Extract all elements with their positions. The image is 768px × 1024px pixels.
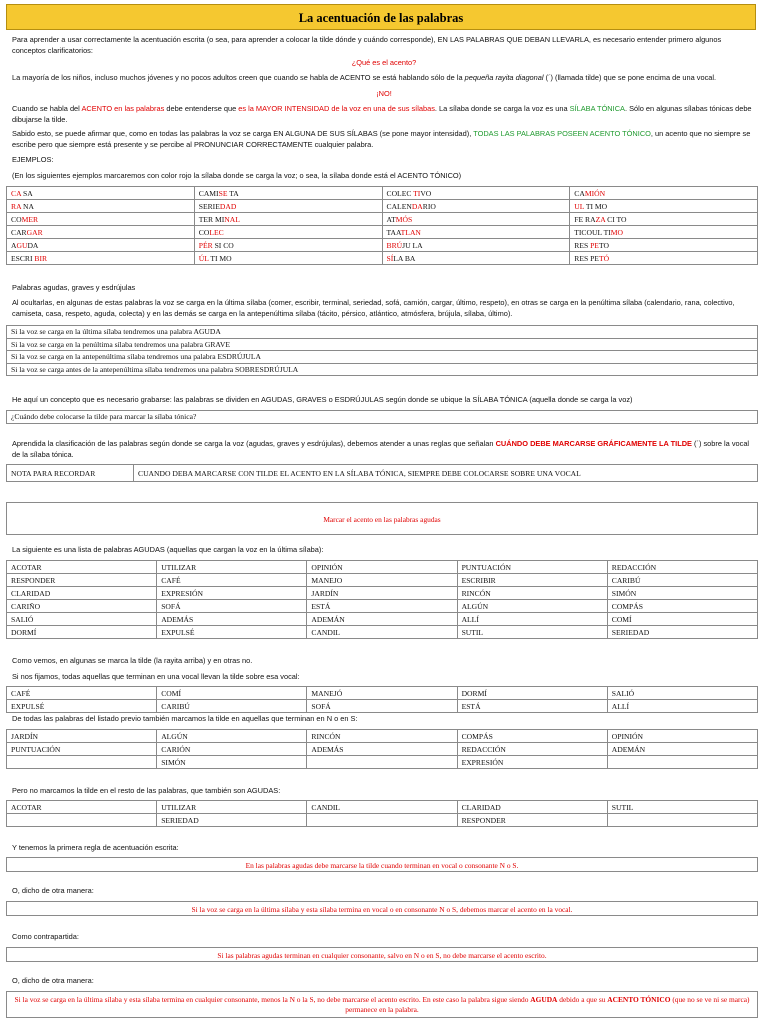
word-cell: REDACCIÓN: [457, 743, 607, 756]
ejemplos-heading: EJEMPLOS:: [12, 155, 54, 164]
si-fijamos: Si nos fijamos, todas aquellas que terminan en una vocal llevan la tilde sobre esa vocal:: [12, 672, 300, 681]
agudas-heading: Palabras agudas, graves y esdrújulas: [12, 283, 136, 292]
tonic-syllable: MIÓN: [584, 188, 606, 198]
note-text: CUANDO DEBA MARCARSE CON TILDE EL ACENTO EN LA SÍLABA TÓNICA, SIEMPRE DEBE COLOCARSE SOBRE UNA VOCAL: [134, 465, 758, 482]
word-cell: CARIBÚ: [157, 700, 307, 713]
text-italic: pequeña rayita diagonal: [464, 73, 544, 82]
tonic-syllable: UL: [574, 201, 585, 211]
example-word-cell: [194, 213, 382, 226]
tonic-syllable: PE: [590, 240, 599, 250]
syllable: TER MI: [198, 214, 225, 224]
example-word-cell: [570, 239, 758, 252]
word-cell: CAFÉ: [7, 687, 157, 700]
table-row: [7, 730, 758, 743]
example-word-cell: [382, 252, 570, 265]
word-cell: CANDIL: [307, 626, 457, 639]
table-row: [7, 801, 758, 814]
tonic-syllable: GU: [16, 240, 28, 250]
syllable: CO: [198, 227, 210, 237]
word-cell: PUNTUACIÓN: [457, 561, 607, 574]
word-cell: ALGÚN: [457, 600, 607, 613]
syllable: A: [11, 240, 17, 250]
syllable: A: [396, 227, 401, 237]
rules-table: [6, 325, 758, 376]
syllable: DA: [27, 240, 39, 250]
word-cell: ALLÍ: [457, 613, 607, 626]
word-cell: EXPULSÉ: [7, 700, 157, 713]
word-cell: [307, 814, 457, 827]
word-cell: SIMÓN: [157, 756, 307, 769]
word-cell: UTILIZAR: [157, 561, 307, 574]
syllable: TI MO: [584, 201, 608, 211]
syllable: TO: [598, 240, 609, 250]
tonic-syllable: RA: [11, 201, 22, 211]
word-cell: CARIÓN: [157, 743, 307, 756]
table-row: [7, 226, 758, 239]
syllable: ESCRI: [11, 253, 35, 263]
intro-paragraph: Para aprender a usar correctamente la acentuación escrita (o sea, para aprender a colocar la tilde dónde y cuándo corresponde), EN LAS PALABRAS QUE DEBAN LLEVARLA, es necesario entender primero algunos conceptos clarificatorios:: [12, 35, 722, 55]
tonic-syllable: NAL: [224, 214, 240, 224]
table-row: [7, 239, 758, 252]
word-cell: ACOTAR: [7, 561, 157, 574]
word-cell: CLARIDAD: [457, 801, 607, 814]
rule-cell: Si la voz se carga en la antepenúltima sílaba tendremos una palabra ESDRÚJULA: [7, 351, 758, 364]
syllable: CO: [11, 214, 22, 224]
word-cell: DORMÍ: [7, 626, 157, 639]
word-cell: SALIÓ: [7, 613, 157, 626]
table-row: [7, 351, 758, 364]
table-row: [7, 626, 758, 639]
word-cell: COMÍ: [157, 687, 307, 700]
tonic-syllable: TLAN: [400, 227, 421, 237]
word-cell: ESTÁ: [457, 700, 607, 713]
section-title-box: Marcar el acento en las palabras agudas: [6, 502, 758, 535]
rule-box-2: Si la voz se carga en la última sílaba y esta sílaba termina en vocal o en consonante N o S, debemos marcar el acento en la vocal.: [6, 901, 758, 916]
example-word-cell: [382, 226, 570, 239]
text-red: es la MAYOR INTENSIDAD de la voz en una de sus sílabas: [238, 104, 435, 113]
word-cell: COMPÁS: [607, 600, 757, 613]
word-cell: COMÍ: [607, 613, 757, 626]
example-word-cell: [382, 187, 570, 200]
word-cell: JARDÍN: [7, 730, 157, 743]
syllable: SA: [21, 188, 33, 198]
syllable: CAR: [11, 227, 27, 237]
word-cell: [607, 756, 757, 769]
table-row: [7, 252, 758, 265]
example-word-cell: [570, 200, 758, 213]
rule-cell: Si la voz se carga antes de la antepenúltima sílaba tendremos una palabra SOBRESDRÚJULA: [7, 363, 758, 376]
example-word-cell: [7, 226, 195, 239]
sabido-paragraph: [12, 129, 756, 150]
example-word-cell: [194, 239, 382, 252]
word-cell: [7, 756, 157, 769]
table-row: [7, 200, 758, 213]
rule-cell: Si la voz se carga en la penúltima sílaba tendremos una palabra GRAVE: [7, 338, 758, 351]
example-word-cell: [382, 239, 570, 252]
ns-table: [6, 729, 758, 769]
syllable: RES: [574, 240, 591, 250]
table-row: [7, 687, 758, 700]
text-red-bold: ACENTO TÓNICO: [607, 995, 671, 1004]
word-cell: ALGÚN: [157, 730, 307, 743]
example-word-cell: [570, 226, 758, 239]
acento-definition: [12, 104, 756, 125]
tonic-syllable: ÚL: [198, 253, 209, 263]
example-word-cell: [194, 200, 382, 213]
word-cell: [307, 756, 457, 769]
word-cell: COMPÁS: [457, 730, 607, 743]
syllable: COLEC: [386, 188, 414, 198]
word-cell: ADEMÁN: [607, 743, 757, 756]
table-row: [7, 338, 758, 351]
syllable: CI TO: [605, 214, 627, 224]
no-heading: ¡NO!: [376, 89, 392, 98]
word-cell: SALIÓ: [607, 687, 757, 700]
text-red: Si la voz se carga en la última sílaba y esta sílaba termina en cualquier consonante, menos la N o la S, no debe marcarse el acento escrito. En este caso la palabra sigue siendo: [14, 995, 531, 1004]
word-cell: MANEJO: [307, 574, 457, 587]
example-word-cell: [570, 187, 758, 200]
example-word-cell: [382, 213, 570, 226]
syllable: JU LA: [402, 240, 423, 250]
word-cell: SUTIL: [457, 626, 607, 639]
syllable: CAMI: [198, 188, 219, 198]
table-row: [7, 743, 758, 756]
table-row: [7, 600, 758, 613]
tonic-syllable: MÓS: [395, 214, 413, 224]
table-row: [7, 187, 758, 200]
rule-box-4: [6, 991, 758, 1018]
tonic-syllable: DA: [411, 201, 423, 211]
word-cell: MANEJÓ: [307, 687, 457, 700]
example-word-cell: [7, 239, 195, 252]
example-word-cell: [194, 252, 382, 265]
rule-box-1: En las palabras agudas debe marcarse la tilde cuando terminan en vocal o consonante N o S.: [6, 857, 758, 872]
table-row: [7, 700, 758, 713]
agudas-paragraph: Al ocultarlas, en algunas de estas palabras la voz se carga en la última sílaba (comer, escribir, terminal, seriedad, sofá, camión, cargar, último, respeto), en otras se carga en la penúltima sílaba (calendario, rana, colectivo, camiseta, casa, respeto, aguda, colecta) y en las demás se carga en la antepenúltima sílaba (tácito, pérsico, atlántico, atmósfera, brújula, sílaba, último).: [12, 298, 735, 318]
text: (´) (llamada tilde) que se pone encima de una vocal.: [543, 73, 717, 82]
word-cell: EXPRESIÓN: [457, 756, 607, 769]
word-cell: [607, 814, 757, 827]
syllable: TA: [386, 227, 397, 237]
word-cell: ADEMÁS: [307, 743, 457, 756]
text: . La sílaba donde se carga la voz es una: [434, 104, 570, 113]
vocal-table: [6, 686, 758, 713]
word-cell: JARDÍN: [307, 587, 457, 600]
primera-regla: Y tenemos la primera regla de acentuación escrita:: [12, 843, 179, 852]
syllable: LA BA: [393, 253, 416, 263]
word-cell: ACOTAR: [7, 801, 157, 814]
text: (´) sobre la vocal de la sílaba tónica.: [12, 439, 750, 459]
list-intro: La siguiente es una lista de palabras AGUDAS (aquellas que cargan la voz en la última sílaba):: [12, 545, 324, 554]
word-cell: SERIEDAD: [607, 626, 757, 639]
syllable: CA: [574, 188, 585, 198]
word-cell: CANDIL: [307, 801, 457, 814]
text-green: SÍLABA TÓNICA: [569, 104, 625, 113]
acento-paragraph: [12, 73, 756, 84]
word-cell: PUNTUACIÓN: [7, 743, 157, 756]
table-row: [7, 213, 758, 226]
syllable: SERIE: [198, 201, 220, 211]
syllable: UL TI: [591, 227, 611, 237]
example-word-cell: [7, 200, 195, 213]
word-cell: RESPONDER: [457, 814, 607, 827]
text: Aprendida la clasificación de las palabras según donde se carga la voz (agudas, graves y esdrújulas), debemos atender a unas reglas que señalan: [12, 439, 496, 448]
syllable: VO: [420, 188, 432, 198]
example-word-cell: [7, 187, 195, 200]
table-row: [7, 561, 758, 574]
word-cell: CARIBÚ: [607, 574, 757, 587]
de-todas: De todas las palabras del listado previo también marcamos la tilde en aquellas que terminan en N o en S:: [12, 714, 358, 723]
text: Cuando se habla del: [12, 104, 82, 113]
word-cell: OPINIÓN: [607, 730, 757, 743]
word-cell: CLARIDAD: [7, 587, 157, 600]
word-cell: RINCÓN: [307, 730, 457, 743]
resto-table: [6, 800, 758, 827]
word-cell: SERIEDAD: [157, 814, 307, 827]
como-vemos: Como vemos, en algunas se marca la tilde (la rayita arriba) y en otras no.: [12, 656, 253, 665]
word-cell: ADEMÁN: [307, 613, 457, 626]
example-word-cell: [7, 213, 195, 226]
text-green: TODAS LAS PALABRAS POSEEN ACENTO TÓNICO: [473, 129, 651, 138]
tonic-syllable: BRÚ: [386, 240, 403, 250]
concept-paragraph: He aquí un concepto que es necesario grabarse: las palabras se dividen en AGUDAS, GRAVES o ESDRÚJULAS según donde se ubique la SÍLABA TÓNICA (aquella donde se carga la voz): [12, 395, 633, 404]
syllable: RIO: [422, 201, 436, 211]
page-title: La acentuación de las palabras: [6, 4, 756, 30]
text-red: CUÁNDO DEBE MARCARSE GRÁFICAMENTE LA TILDE: [495, 439, 692, 448]
question-cell: ¿Cuándo debe colocarse la tilde para marcar la sílaba tónica?: [7, 411, 758, 424]
tonic-syllable: BIR: [34, 253, 48, 263]
word-cell: SUTIL: [607, 801, 757, 814]
word-cell: SIMÓN: [607, 587, 757, 600]
table-row: [7, 613, 758, 626]
tonic-syllable: SE: [218, 188, 228, 198]
word-cell: RESPONDER: [7, 574, 157, 587]
example-word-cell: [570, 252, 758, 265]
tonic-syllable: CA: [11, 188, 22, 198]
rule-cell: Si la voz se carga en la última sílaba tendremos una palabra AGUDA: [7, 326, 758, 339]
tonic-syllable: LEC: [209, 227, 224, 237]
text: , un acento que no siempre se escribe pero que siempre está presente y se percibe al PRONUNCIAR CORRECTAMENTE cualquier palabra.: [12, 129, 751, 149]
example-word-cell: [570, 213, 758, 226]
tonic-syllable: MO: [610, 227, 623, 237]
table-row: [7, 326, 758, 339]
examples-table: [6, 186, 758, 265]
syllable: TA: [227, 188, 239, 198]
example-word-cell: [194, 226, 382, 239]
contrapartida: Como contrapartida:: [12, 932, 79, 941]
tonic-syllable: PÉR: [198, 240, 213, 250]
question-box: [6, 410, 758, 424]
word-cell: [7, 814, 157, 827]
table-row: [7, 814, 758, 827]
tonic-syllable: TI: [413, 188, 421, 198]
table-row: [7, 363, 758, 376]
word-cell: UTILIZAR: [157, 801, 307, 814]
example-word-cell: [382, 200, 570, 213]
rule-box-3: Si las palabras agudas terminan en cualquier consonante, salvo en N o en S, no debe marcarse el acento escrito.: [6, 947, 758, 962]
syllable: TICO: [574, 227, 592, 237]
example-word-cell: [7, 252, 195, 265]
word-cell: SOFÁ: [307, 700, 457, 713]
syllable: TI MO: [208, 253, 232, 263]
syllable: RES PE: [574, 253, 599, 263]
tonic-syllable: DAD: [219, 201, 237, 211]
word-cell: ESCRIBIR: [457, 574, 607, 587]
word-cell: EXPULSÉ: [157, 626, 307, 639]
text-red: ACENTO en las palabras: [81, 104, 165, 113]
ejemplos-note: (En los siguientes ejemplos marcaremos con color rojo la sílaba donde se carga la voz; o sea, la sílaba donde está el ACENTO TÓNICO): [12, 171, 462, 180]
text-red: debido a que su: [557, 995, 608, 1004]
word-cell: REDACCIÓN: [607, 561, 757, 574]
syllable: AT: [386, 214, 396, 224]
pero-no: Pero no marcamos la tilde en el resto de las palabras, que también son AGUDAS:: [12, 786, 281, 795]
table-row: [7, 574, 758, 587]
tonic-syllable: TÓ: [598, 253, 610, 263]
syllable: SI CO: [212, 240, 234, 250]
text: La mayoría de los niños, incluso muchos jóvenes y no pocos adultos creen que cuando se habla de ACENTO se está hablando sólo de la: [12, 73, 465, 82]
tonic-syllable: SÍ: [386, 253, 394, 263]
note-label: NOTA PARA RECORDAR: [7, 465, 134, 482]
tonic-syllable: GAR: [26, 227, 43, 237]
text-red: (que no se ve ni se marca) permanece en la palabra.: [345, 995, 750, 1014]
table-row: [7, 756, 758, 769]
text: Sabido esto, se puede afirmar que, como en todas las palabras la voz se carga EN ALGUNA DE SUS SÍLABAS (se pone mayor intensidad),: [12, 129, 474, 138]
table-row: [7, 587, 758, 600]
example-word-cell: [194, 187, 382, 200]
word-cell: ESTÁ: [307, 600, 457, 613]
syllable: NA: [21, 201, 35, 211]
dicho-2: O, dicho de otra manera:: [12, 976, 94, 985]
question-heading: ¿Qué es el acento?: [351, 58, 417, 67]
word-cell: SOFÁ: [157, 600, 307, 613]
word-cell: EXPRESIÓN: [157, 587, 307, 600]
text-red-bold: AGUDA: [530, 995, 558, 1004]
word-cell: CARIÑO: [7, 600, 157, 613]
text: debe entenderse que: [164, 104, 239, 113]
table-row: [7, 411, 758, 424]
text: . Sólo en algunas sílabas tónicas debe dibujarse la tilde.: [12, 104, 752, 124]
word-cell: RINCÓN: [457, 587, 607, 600]
tonic-syllable: ZA: [595, 214, 606, 224]
word-cell: ALLÍ: [607, 700, 757, 713]
syllable: CALEN: [386, 201, 412, 211]
learn-paragraph: [12, 439, 756, 460]
word-cell: CAFÉ: [157, 574, 307, 587]
word-cell: ADEMÁS: [157, 613, 307, 626]
word-cell: DORMÍ: [457, 687, 607, 700]
agudas-table: [6, 560, 758, 639]
tonic-syllable: MER: [21, 214, 39, 224]
dicho-1: O, dicho de otra manera:: [12, 886, 94, 895]
note-table: [6, 464, 758, 482]
word-cell: OPINIÓN: [307, 561, 457, 574]
syllable: FE RA: [574, 214, 596, 224]
table-row: [7, 465, 758, 482]
